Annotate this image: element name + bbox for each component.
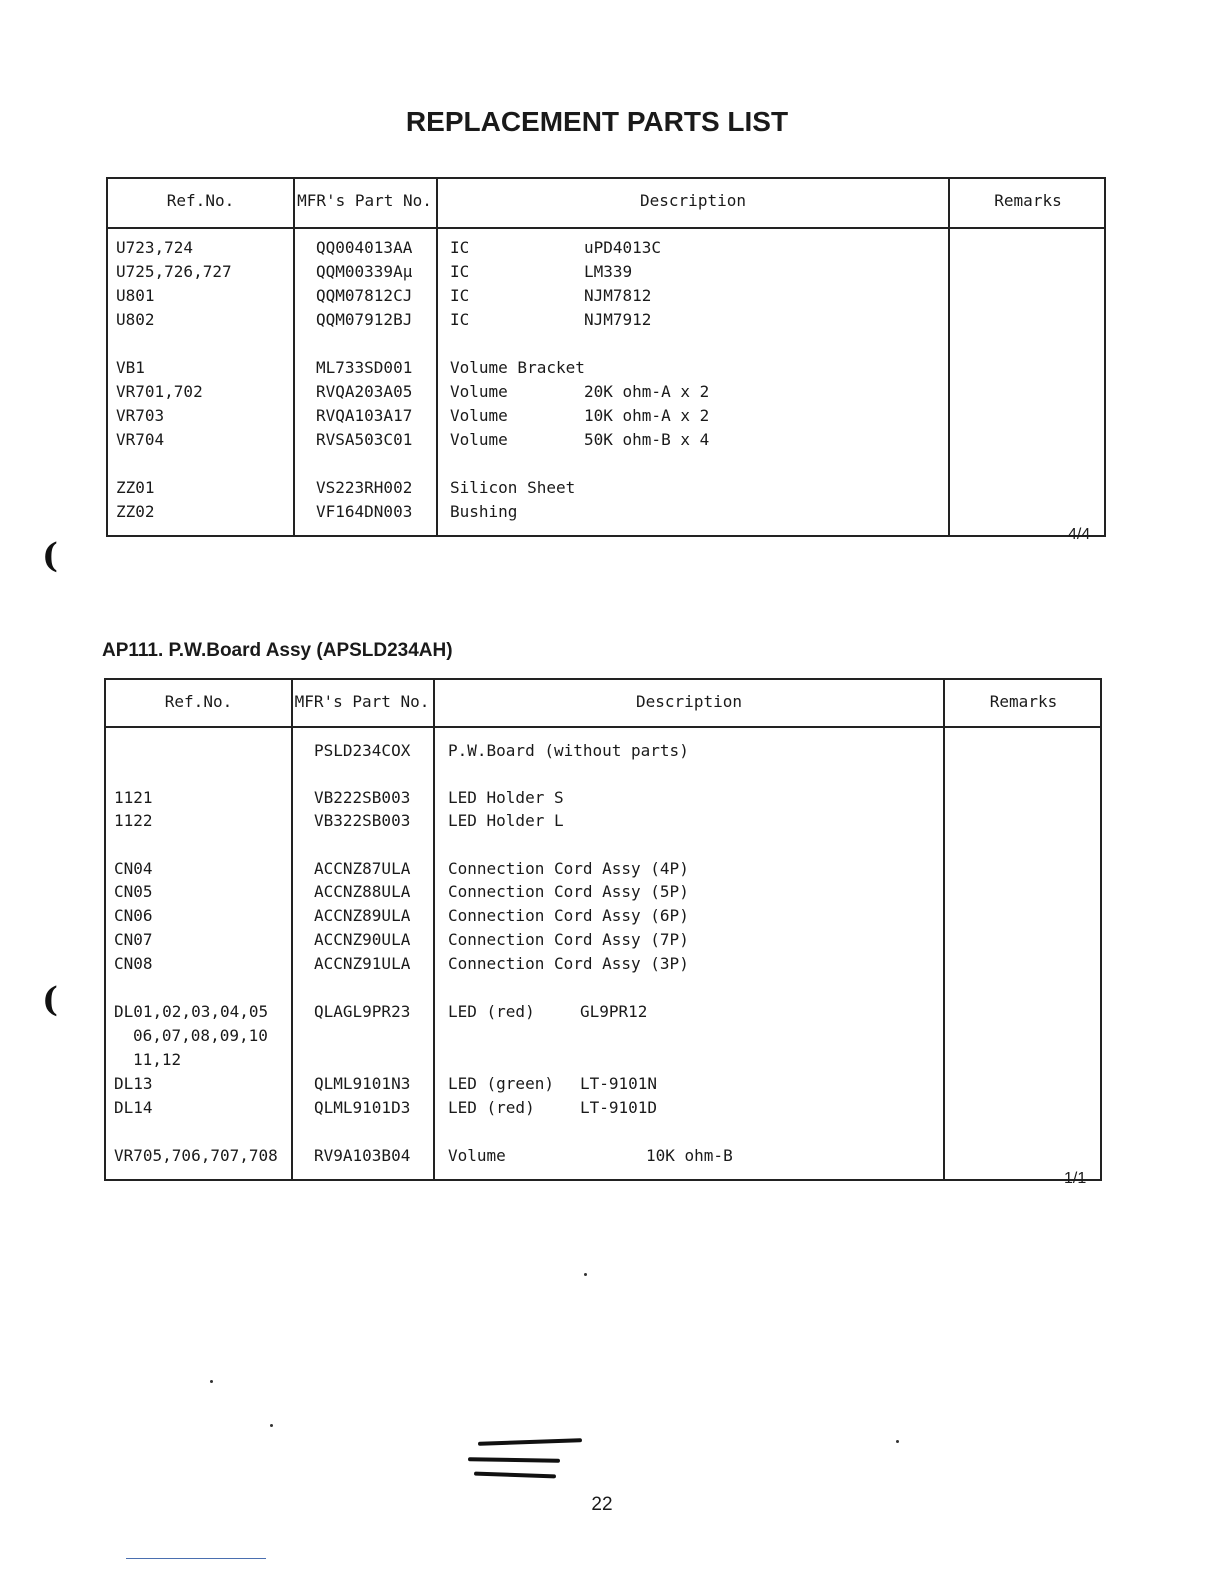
part-cell: ACCNZ90ULA bbox=[314, 930, 411, 949]
bottom-rule bbox=[126, 1558, 266, 1559]
speck bbox=[896, 1440, 899, 1443]
desc-cell: Connection Cord Assy (4P) bbox=[448, 859, 689, 878]
header-remarks: Remarks bbox=[989, 692, 1058, 711]
ref-cell: 1122 bbox=[114, 811, 153, 830]
part-cell: VB322SB003 bbox=[314, 811, 411, 830]
speck bbox=[210, 1380, 213, 1383]
ref-cell: CN05 bbox=[114, 882, 153, 901]
header-description: Description bbox=[636, 692, 742, 711]
binder-mark: ( bbox=[42, 536, 59, 576]
ref-cell: DL01,02,03,04,05 bbox=[114, 1002, 269, 1021]
part-cell: QLML9101N3 bbox=[314, 1074, 411, 1093]
ref-cell: DL13 bbox=[114, 1074, 153, 1093]
ref-cell: 06,07,08,09,10 bbox=[133, 1026, 268, 1045]
desc-cell: Volume Bracket bbox=[450, 358, 585, 377]
parts-table-2 bbox=[104, 678, 1102, 1181]
desc-cell: Volume bbox=[450, 382, 508, 401]
ref-cell: U802 bbox=[116, 310, 155, 329]
part-cell: QQM07812CJ bbox=[316, 286, 413, 305]
speck bbox=[584, 1273, 587, 1276]
section-heading: AP111. P.W.Board Assy (APSLD234AH) bbox=[102, 640, 453, 661]
part-cell: ACCNZ89ULA bbox=[314, 906, 411, 925]
part-cell: ACCNZ88ULA bbox=[314, 882, 411, 901]
part-cell: VS223RH002 bbox=[316, 478, 413, 497]
part-cell: RVQA103A17 bbox=[316, 406, 413, 425]
spec-cell: GL9PR12 bbox=[580, 1002, 648, 1021]
desc-cell: Connection Cord Assy (5P) bbox=[448, 882, 689, 901]
desc-cell: Connection Cord Assy (6P) bbox=[448, 906, 689, 925]
desc-cell: P.W.Board (without parts) bbox=[448, 741, 689, 760]
desc-cell: LED Holder L bbox=[448, 811, 564, 830]
part-cell: QQM00339Aμ bbox=[316, 262, 413, 281]
ref-cell: 11,12 bbox=[133, 1050, 182, 1069]
part-cell: ACCNZ91ULA bbox=[314, 954, 411, 973]
part-cell: VB222SB003 bbox=[314, 788, 411, 807]
ref-cell: 1121 bbox=[114, 788, 153, 807]
page-number: 22 bbox=[591, 1494, 613, 1515]
page-mark-4-4: 4/4 bbox=[1068, 526, 1091, 543]
desc-cell: LED Holder S bbox=[448, 788, 564, 807]
desc-cell: IC bbox=[450, 262, 470, 281]
desc-cell: LED (red) bbox=[448, 1002, 535, 1021]
desc-cell: LED (red) bbox=[448, 1098, 535, 1117]
ref-cell: CN07 bbox=[114, 930, 153, 949]
ref-cell: ZZ02 bbox=[116, 502, 155, 521]
spec-cell: uPD4013C bbox=[584, 238, 662, 257]
ref-cell: CN04 bbox=[114, 859, 153, 878]
part-cell: QLAGL9PR23 bbox=[314, 1002, 411, 1021]
spec-cell: 20K ohm-A x 2 bbox=[584, 382, 710, 401]
part-cell: PSLD234COX bbox=[314, 741, 411, 760]
header-ref-no: Ref.No. bbox=[164, 692, 233, 711]
spec-cell: 50K ohm-B x 4 bbox=[584, 430, 710, 449]
ref-cell: VR701,702 bbox=[116, 382, 203, 401]
ref-cell: VR704 bbox=[116, 430, 165, 449]
header-mfr-part-no: MFR's Part No. bbox=[294, 692, 430, 711]
spec-cell: NJM7912 bbox=[584, 310, 652, 329]
page-title: REPLACEMENT PARTS LIST bbox=[405, 106, 789, 137]
header-mfr-part-no: MFR's Part No. bbox=[297, 191, 432, 210]
ref-cell: VR703 bbox=[116, 406, 165, 425]
desc-cell: Silicon Sheet bbox=[450, 478, 576, 497]
binder-mark: ( bbox=[42, 980, 59, 1020]
spec-cell: 10K ohm-B bbox=[646, 1146, 733, 1165]
part-cell: RVQA203A05 bbox=[316, 382, 413, 401]
spec-cell: LT-9101D bbox=[580, 1098, 658, 1117]
part-cell: QLML9101D3 bbox=[314, 1098, 411, 1117]
desc-cell: IC bbox=[450, 238, 470, 257]
desc-cell: Connection Cord Assy (3P) bbox=[448, 954, 689, 973]
desc-cell: IC bbox=[450, 286, 470, 305]
desc-cell: IC bbox=[450, 310, 470, 329]
spec-cell: LM339 bbox=[584, 262, 633, 281]
part-cell: VF164DN003 bbox=[316, 502, 413, 521]
ref-cell: VB1 bbox=[116, 358, 145, 377]
header-ref-no: Ref.No. bbox=[166, 191, 235, 210]
ref-cell: CN08 bbox=[114, 954, 153, 973]
part-cell: QQ004013AA bbox=[316, 238, 413, 257]
header-remarks: Remarks bbox=[994, 191, 1062, 210]
spec-cell: 10K ohm-A x 2 bbox=[584, 406, 710, 425]
part-cell: RV9A103B04 bbox=[314, 1146, 411, 1165]
desc-cell: Bushing bbox=[450, 502, 518, 521]
ref-cell: U725,726,727 bbox=[116, 262, 232, 281]
part-cell: ACCNZ87ULA bbox=[314, 859, 411, 878]
desc-cell: Volume bbox=[450, 430, 508, 449]
parts-table-1 bbox=[106, 177, 1106, 537]
part-cell: QQM07912BJ bbox=[316, 310, 413, 329]
ref-cell: VR705,706,707,708 bbox=[114, 1146, 278, 1165]
ref-cell: CN06 bbox=[114, 906, 153, 925]
desc-cell: Connection Cord Assy (7P) bbox=[448, 930, 689, 949]
part-cell: RVSA503C01 bbox=[316, 430, 413, 449]
ref-cell: DL14 bbox=[114, 1098, 153, 1117]
spec-cell: LT-9101N bbox=[580, 1074, 658, 1093]
part-cell: ML733SD001 bbox=[316, 358, 413, 377]
speck bbox=[270, 1424, 273, 1427]
ref-cell: U801 bbox=[116, 286, 155, 305]
desc-cell: LED (green) bbox=[448, 1074, 554, 1093]
ref-cell: U723,724 bbox=[116, 238, 194, 257]
desc-cell: Volume bbox=[450, 406, 508, 425]
header-description: Description bbox=[640, 191, 746, 210]
spec-cell: NJM7812 bbox=[584, 286, 652, 305]
desc-cell: Volume bbox=[448, 1146, 506, 1165]
ref-cell: ZZ01 bbox=[116, 478, 155, 497]
page-mark-1-1: 1/1 bbox=[1064, 1170, 1087, 1187]
